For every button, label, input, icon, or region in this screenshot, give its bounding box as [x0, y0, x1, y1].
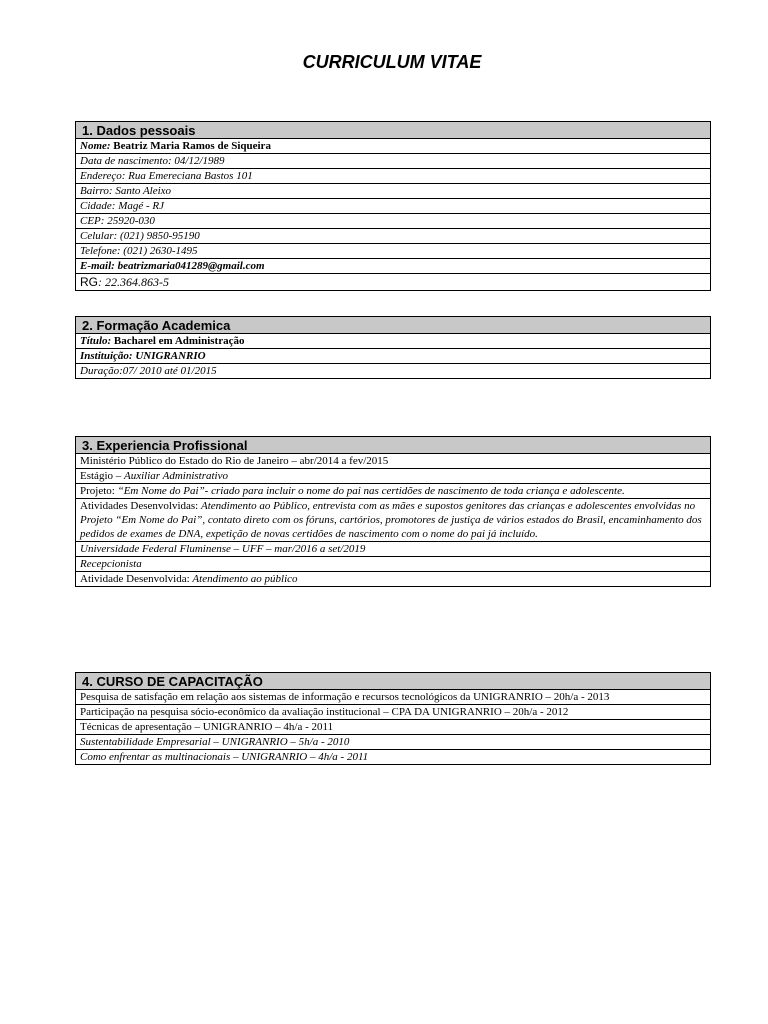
projeto-value: “Em Nome do Pai”- criado para incluir o nome do pai nas certidões de nascimento de toda criança e adolescente.	[117, 485, 625, 497]
section-heading: 4. CURSO DE CAPACITAÇÃO	[76, 673, 710, 690]
curso-item: Técnicas de apresentação – UNIGRANRIO – 4h/a - 2011	[76, 720, 710, 735]
uff-row: Universidade Federal Fluminense – UFF – mar/2016 a set/2019	[76, 542, 710, 557]
cep-row: CEP: 25920-030	[76, 214, 710, 229]
section-dados-pessoais	[75, 121, 711, 291]
endereco-row: Endereço: Rua Emereciana Bastos 101	[76, 169, 710, 184]
email-row: E-mail: beatrizmaria041289@gmail.com	[76, 259, 710, 274]
atividades-value: Atendimento ao Público, entrevista com as mães e supostos genitores das crianças e adolescentes envolvidas no Projeto “Em Nome do Pai”, contato direto com os fóruns, cartórios, promotores de justiça de vários estados do Brasil, encaminhamento dos pedidos de exames de DNA, expetição de novas certidões de nascimento com o nome do pai já incluído.	[80, 500, 702, 540]
curso-item: Participação na pesquisa sócio-econômico da avaliação institucional – CPA DA UNIGRANRIO – 20h/a - 2012	[76, 705, 710, 720]
estagio-label: Estágio –	[80, 470, 124, 482]
celular-row: Celular: (021) 9850-95190	[76, 229, 710, 244]
telefone-row: Telefone: (021) 2630-1495	[76, 244, 710, 259]
section-cursos	[75, 672, 711, 765]
mp-row: Ministério Público do Estado do Rio de Janeiro – abr/2014 a fev/2015	[76, 454, 710, 469]
nome-label: Nome:	[80, 140, 111, 152]
section-heading: 1. Dados pessoais	[76, 122, 710, 139]
bairro-row: Bairro: Santo Aleixo	[76, 184, 710, 199]
atividade2-label: Atividade Desenvolvida:	[80, 573, 193, 585]
section-formacao	[75, 316, 711, 379]
section-experiencia	[75, 436, 711, 587]
atividades-label: Atividades Desenvolvidas:	[80, 500, 201, 512]
rg-label: RG	[80, 275, 98, 289]
rg-value: : 22.364.863-5	[98, 275, 169, 289]
titulo-value: Bacharel em Administração	[113, 335, 245, 347]
estagio-row	[76, 469, 710, 484]
curso-item: Pesquisa de satisfação em relação aos sistemas de informação e recursos tecnológicos da UNIGRANRIO – 20h/a - 2013	[76, 690, 710, 705]
titulo-label: Título:	[80, 335, 112, 347]
section-heading: 2. Formação Academica	[76, 317, 710, 334]
nascimento-row: Data de nascimento: 04/12/1989	[76, 154, 710, 169]
projeto-row	[76, 484, 710, 499]
instituicao-row: Instituição: UNIGRANRIO	[76, 349, 710, 364]
atividade2-row	[76, 572, 710, 586]
section-heading: 3. Experiencia Profissional	[76, 437, 710, 454]
atividades-row	[76, 499, 710, 542]
nome-row	[76, 139, 710, 154]
duracao-row: Duração:07/ 2010 até 01/2015	[80, 365, 217, 377]
nome-value: Beatriz Maria Ramos de Siqueira	[113, 140, 271, 152]
recepcionista-row: Recepcionista	[76, 557, 710, 572]
projeto-label: Projeto:	[80, 485, 118, 497]
titulo-row	[76, 334, 710, 349]
document-title: CURRICULUM VITAE	[302, 52, 482, 72]
curso-item: Sustentabilidade Empresarial – UNIGRANRIO – 5h/a - 2010	[76, 735, 710, 750]
curso-item: Como enfrentar as multinacionais – UNIGRANRIO – 4h/a - 2011	[80, 751, 369, 763]
atividade2-value: Atendimento ao público	[192, 573, 298, 585]
estagio-value: Auxiliar Administrativo	[124, 470, 228, 482]
rg-row	[76, 274, 710, 290]
cidade-row: Cidade: Magé - RJ	[76, 199, 710, 214]
